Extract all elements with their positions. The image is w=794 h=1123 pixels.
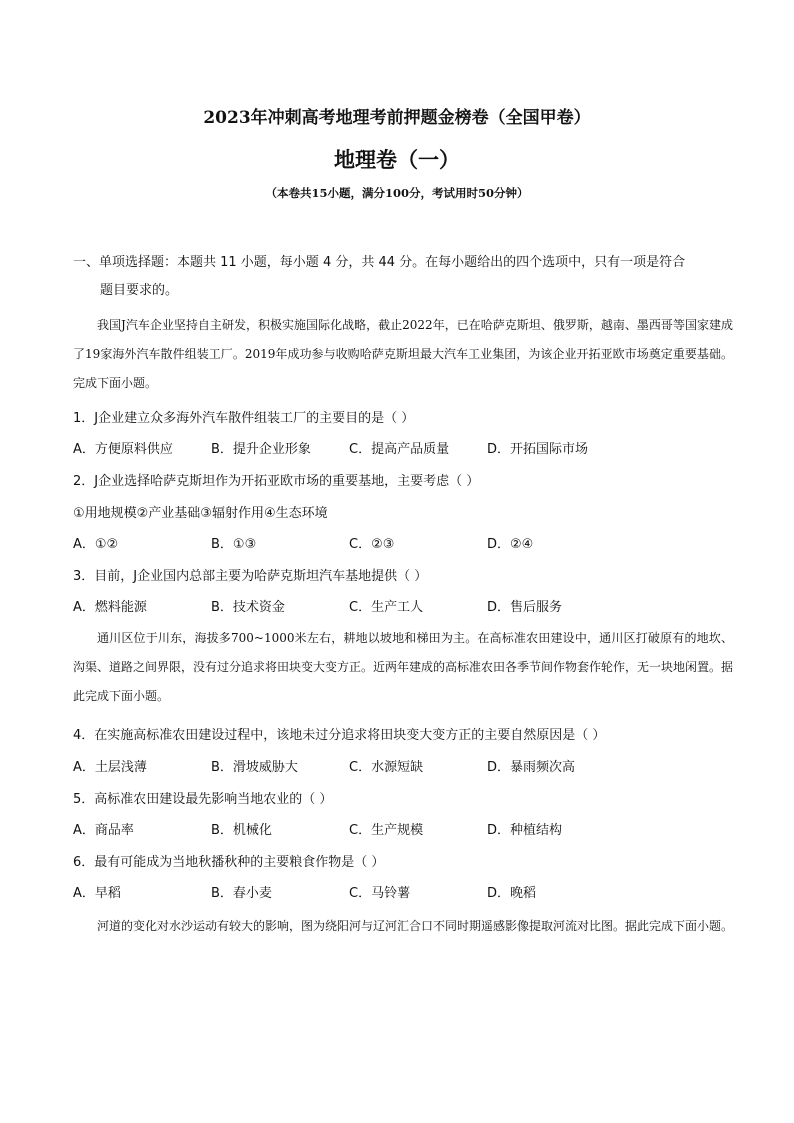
exam-title: 2023年冲刺高考地理考前押题金榜卷（全国甲卷） <box>203 108 591 128</box>
option-5a: A．商品率 <box>73 823 134 838</box>
option-6b: B．春小麦 <box>211 886 272 901</box>
exam-subtitle: 地理卷（一） <box>334 147 460 172</box>
options-4 <box>73 758 733 778</box>
section-line-2: 题目要求的。 <box>100 283 179 298</box>
question-3: 3．目前，J企业国内总部主要为哈萨克斯坦汽车基地提供（ ） <box>73 569 428 584</box>
question-2: 2．J企业选择哈萨克斯坦作为开拓亚欧市场的重要基地，主要考虑（ ） <box>73 474 480 489</box>
option-6a: A．早稻 <box>73 886 121 901</box>
option-1b: B．提升企业形象 <box>211 442 311 457</box>
option-5b: B．机械化 <box>211 823 272 838</box>
question-5: 5．高标准农田建设最先影响当地农业的（ ） <box>73 792 333 807</box>
option-5c: C．生产规模 <box>349 823 424 838</box>
option-1a: A．方便原料供应 <box>73 442 173 457</box>
passage-2: 通川区位于川东，海拔多700~1000米左右，耕地以坡地和梯田为主。在高标准农田建设中，通川区打破原有的地坎、沟渠、道路之间界限，没有过分追求将田块变大变方正。近两年建成的高标准农田各季节间作物套作轮作，无一块地闲置。据此完成下面小题。 <box>73 631 734 703</box>
question-6: 6．最有可能成为当地秋播秋种的主要粮食作物是（ ） <box>73 855 385 870</box>
option-4c: C．水源短缺 <box>349 760 424 775</box>
option-1c: C．提高产品质量 <box>349 442 450 457</box>
option-2a: A．①② <box>73 537 119 552</box>
question-2-items: ①用地规模②产业基础③辐射作用④生态环境 <box>73 506 328 521</box>
option-4b: B．滑坡威胁大 <box>211 760 298 775</box>
option-5d: D．种植结构 <box>487 823 563 838</box>
passage-1: 我国J汽车企业坚持自主研发，积极实施国际化战略，截止2022年，已在哈萨克斯坦、俄罗斯，越南、墨西哥等国家建成了19家海外汽车散件组装工厂。2019年成功参与收购哈萨克斯坦最大汽车工业集团，为该企业开拓亚欧市场奠定重要基础。完成下面小题。 <box>73 318 733 390</box>
options-3 <box>73 598 733 618</box>
options-1 <box>73 440 733 460</box>
question-4: 4．在实施高标准农田建设过程中，该地未过分追求将田块变大变方正的主要自然原因是（ ） <box>73 728 606 743</box>
option-3a: A．燃料能源 <box>73 600 147 615</box>
passage-3: 河道的变化对水沙运动有较大的影响，图为绕阳河与辽河汇合口不同时期遥感影像提取河流对比图。据此完成下面小题。 <box>97 919 734 933</box>
option-2b: B．①③ <box>211 537 257 552</box>
question-1: 1．J企业建立众多海外汽车散件组装工厂的主要目的是（ ） <box>73 411 415 426</box>
section-instructions <box>73 249 733 305</box>
option-3b: B．技术资金 <box>211 600 285 615</box>
option-1d: D．开拓国际市场 <box>487 442 589 457</box>
options-5 <box>73 821 733 841</box>
option-6c: C．马铃薯 <box>349 886 411 901</box>
options-6 <box>73 884 733 904</box>
option-3c: C．生产工人 <box>349 600 424 615</box>
option-3d: D．售后服务 <box>487 600 563 615</box>
options-2 <box>73 535 733 555</box>
option-6d: D．晚稻 <box>487 886 537 901</box>
option-2c: C．②③ <box>349 537 395 552</box>
section-line-1: 一、单项选择题：本题共 11 小题，每小题 4 分，共 44 分。在每小题给出的四个选项中，只有一项是符合 <box>73 255 686 270</box>
exam-note: （本卷共15小题，满分100分，考试用时50分钟） <box>265 186 529 200</box>
option-2d: D．②④ <box>487 537 534 552</box>
option-4d: D．暴雨频次高 <box>487 760 576 775</box>
option-4a: A．土层浅薄 <box>73 760 147 775</box>
